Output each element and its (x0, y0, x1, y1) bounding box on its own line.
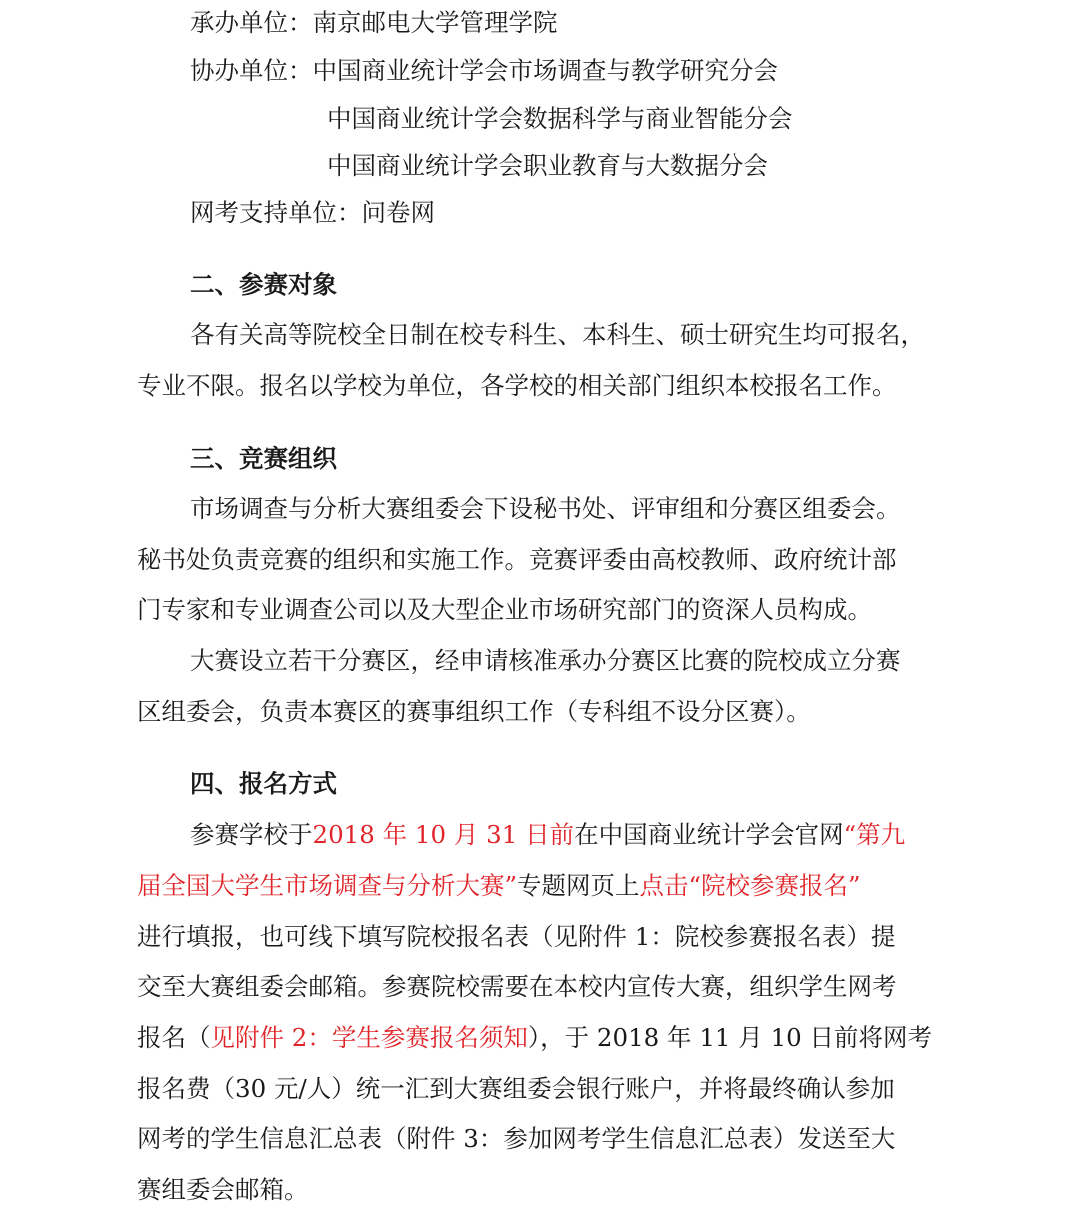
section3-line-1: 市场调查与分析大赛组委会下设秘书处、评审组和分赛区组委会。 (190, 494, 901, 523)
section4-line-1-c: 在中国商业统计学会官网 (574, 820, 844, 849)
section3-heading: 三、竞赛组织 (190, 444, 337, 473)
host-unit-label: 承办单位： (190, 8, 313, 37)
section4-line-5 (137, 1023, 932, 1053)
section3-line-4: 大赛设立若干分赛区，经申请核准承办分赛区比赛的院校成立分赛 (190, 646, 901, 675)
section3-line-2: 秘书处负责竞赛的组织和实施工作。竞赛评委由高校教师、政府统计部 (137, 545, 897, 574)
section2-line-2: 专业不限。报名以学校为单位，各学校的相关部门组织本校报名工作。 (137, 371, 897, 400)
attachment-2-ref: 见附件 2：学生参赛报名须知 (210, 1023, 528, 1052)
host-unit (190, 8, 558, 38)
support-unit-label: 网考支持单位： (190, 198, 362, 227)
section4-line-8: 赛组委会邮箱。 (137, 1175, 309, 1204)
section4-line-5-c: ），于 2018 年 11 月 10 日前将网考 (527, 1023, 933, 1052)
deadline-date: 2018 年 10 月 31 日前 (312, 820, 575, 849)
section3-line-5: 区组委会，负责本赛区的赛事组织工作（专科组不设分区赛）。 (137, 697, 811, 726)
support-unit-value: 问卷网 (361, 198, 435, 227)
section4-line-7: 网考的学生信息汇总表（附件 3：参加网考学生信息汇总表）发送至大 (137, 1124, 896, 1153)
co-unit-label: 协办单位： (190, 56, 313, 85)
register-instruction: 点击“院校参赛报名” (639, 871, 861, 900)
section2-line-1: 各有关高等院校全日制在校专科生、本科生、硕士研究生均可报名， (190, 320, 925, 349)
contest-name-start: “第九 (843, 820, 906, 849)
section4-line-5-a: 报名（ (137, 1023, 211, 1052)
section3-line-3: 门专家和专业调查公司以及大型企业市场研究部门的资深人员构成。 (137, 595, 872, 624)
co-unit (190, 56, 778, 86)
section4-line-3: 进行填报，也可线下填写院校报名表（见附件 1：院校参赛报名表）提 (137, 922, 896, 951)
section4-heading: 四、报名方式 (190, 769, 337, 798)
section4-line-2 (137, 871, 861, 901)
contest-name-end: 届全国大学生市场调查与分析大赛” (137, 871, 518, 900)
section4-line-4: 交至大赛组委会邮箱。参赛院校需要在本校内宣传大赛，组织学生网考 (137, 972, 897, 1001)
co-unit-value-1: 中国商业统计学会市场调查与教学研究分会 (312, 56, 778, 85)
section4-line-2-b: 专题网页上 (517, 871, 640, 900)
co-unit-value-2: 中国商业统计学会数据科学与商业智能分会 (327, 104, 793, 133)
co-unit-value-3: 中国商业统计学会职业教育与大数据分会 (327, 151, 768, 180)
host-unit-value: 南京邮电大学管理学院 (312, 8, 558, 37)
section4-line-1-a: 参赛学校于 (190, 820, 313, 849)
section4-line-1 (190, 820, 905, 850)
support-unit (190, 198, 435, 228)
section2-heading: 二、参赛对象 (190, 270, 337, 299)
section4-line-6: 报名费（30 元/人）统一汇到大赛组委会银行账户，并将最终确认参加 (137, 1074, 895, 1103)
